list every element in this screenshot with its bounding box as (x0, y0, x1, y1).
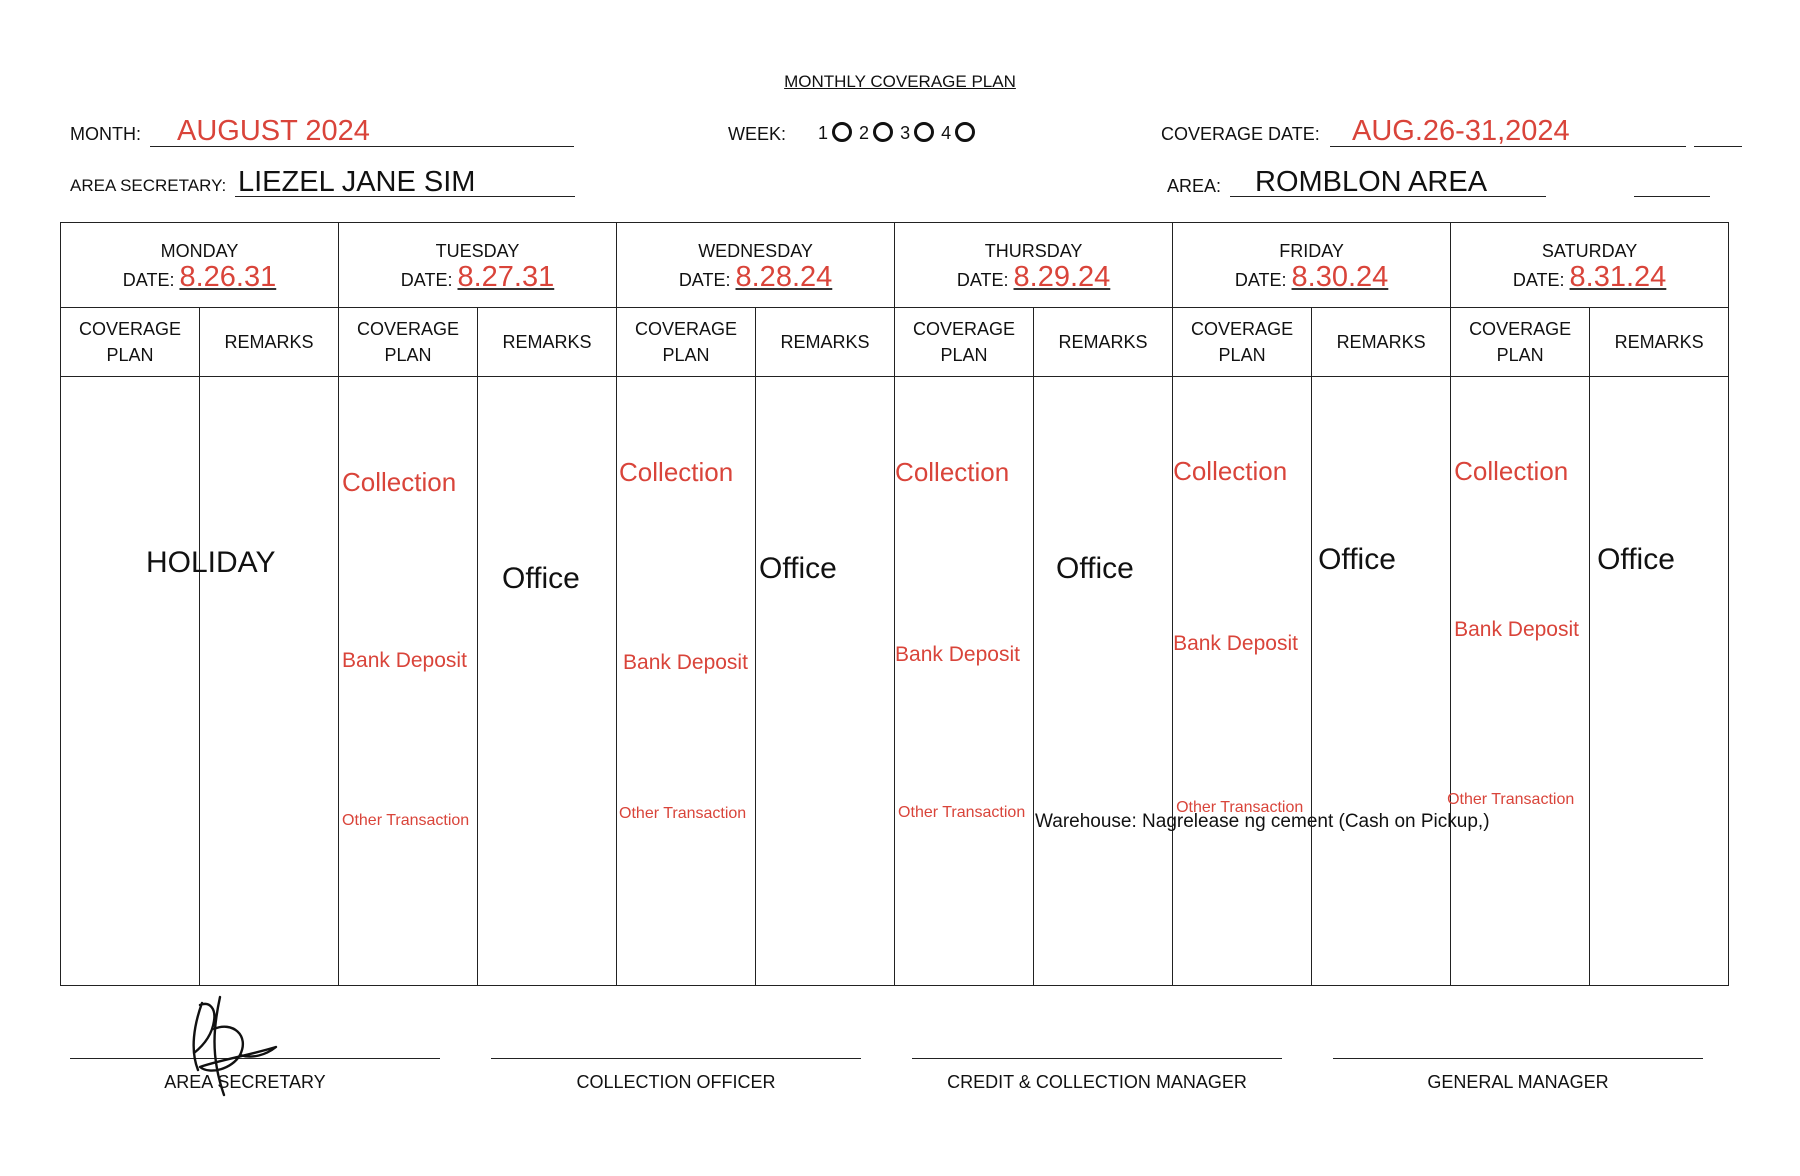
date-label: DATE: (1512, 269, 1565, 290)
remarks-header: REMARKS (478, 308, 617, 377)
tuesday-plan-cell (339, 377, 478, 986)
coverage-plan-header (1173, 308, 1312, 377)
coverage-word: COVERAGE (635, 319, 738, 339)
plan-word: PLAN (106, 345, 154, 365)
general-manager-sign-label: GENERAL MANAGER (1427, 1072, 1609, 1092)
day-header-tuesday (339, 223, 617, 308)
plan-bank-deposit: Bank Deposit (1173, 632, 1298, 655)
plan-word: PLAN (384, 345, 432, 365)
coverage-plan-header (1451, 308, 1590, 377)
collection-officer-sign-line (491, 1058, 861, 1059)
week-option-4-label: 4 (941, 123, 952, 143)
date-label: DATE: (1234, 269, 1287, 290)
week-label: WEEK: (728, 124, 787, 144)
remarks-office: Office (759, 552, 837, 585)
tuesday-remarks-cell (478, 377, 617, 986)
plan-other-transaction: Other Transaction (1176, 799, 1304, 816)
remarks-office: Office (1597, 543, 1675, 576)
monday-remarks-cell (200, 377, 339, 986)
coverage-word: COVERAGE (1469, 319, 1572, 339)
date-value: 8.31.24 (1569, 260, 1667, 293)
coverage-word: COVERAGE (357, 319, 460, 339)
credit-manager-sign-label: CREDIT & COLLECTION MANAGER (947, 1072, 1247, 1092)
plan-word: PLAN (1218, 345, 1266, 365)
plan-other-transaction: Other Transaction (619, 805, 747, 822)
holiday-label: HOLIDAY (146, 546, 276, 579)
date-label: DATE: (400, 269, 453, 290)
coverage-word: COVERAGE (913, 319, 1016, 339)
plan-collection: Collection (895, 457, 1010, 487)
week-option-2-label: 2 (859, 123, 870, 143)
area-secretary-label: AREA SECRETARY: (70, 176, 227, 195)
area-label: AREA: (1167, 176, 1222, 196)
week-options (818, 122, 977, 144)
thursday-plan-cell (895, 377, 1034, 986)
plan-collection: Collection (1454, 456, 1569, 486)
week-option-1-label: 1 (818, 123, 829, 143)
date-value: 8.28.24 (735, 260, 833, 293)
plan-word: PLAN (1496, 345, 1544, 365)
date-label: DATE: (678, 269, 731, 290)
coverage-table (60, 222, 1729, 986)
plan-bank-deposit: Bank Deposit (342, 649, 467, 672)
plan-other-transaction: Other Transaction (1447, 791, 1575, 808)
day-header-monday (61, 223, 339, 308)
month-value: AUGUST 2024 (177, 115, 370, 147)
coverage-word: COVERAGE (1191, 319, 1294, 339)
signature-image (180, 995, 290, 1105)
day-name: THURSDAY (984, 240, 1083, 261)
credit-manager-sign-line (912, 1058, 1282, 1059)
plan-collection: Collection (1173, 456, 1288, 486)
day-header-wednesday (617, 223, 895, 308)
area-secretary-value: LIEZEL JANE SIM (238, 166, 476, 198)
coverage-plan-header (61, 308, 200, 377)
collection-officer-sign-label: COLLECTION OFFICER (576, 1072, 776, 1092)
wednesday-remarks-cell (756, 377, 895, 986)
day-header-friday (1173, 223, 1451, 308)
friday-plan-cell (1173, 377, 1312, 986)
date-value: 8.26.31 (179, 260, 277, 293)
plan-word: PLAN (940, 345, 988, 365)
plan-bank-deposit: Bank Deposit (623, 651, 748, 674)
week-3-radio[interactable] (914, 122, 934, 142)
day-header-thursday (895, 223, 1173, 308)
date-value: 8.30.24 (1291, 260, 1389, 293)
week-4-radio[interactable] (955, 122, 975, 142)
coverage-date-underline-extra (1694, 146, 1742, 147)
week-2-radio[interactable] (873, 122, 893, 142)
coverage-plan-header (895, 308, 1034, 377)
week-1-radio[interactable] (832, 122, 852, 142)
remarks-header: REMARKS (756, 308, 895, 377)
remarks-header: REMARKS (1590, 308, 1729, 377)
remarks-office: Office (1318, 543, 1396, 576)
warehouse-note: Warehouse: Nagrelease ng cement (Cash on Pickup,) (1035, 811, 1490, 832)
saturday-remarks-cell (1590, 377, 1729, 986)
plan-other-transaction: Other Transaction (898, 804, 1026, 821)
remarks-header: REMARKS (200, 308, 339, 377)
date-value: 8.27.31 (457, 260, 555, 293)
remarks-office: Office (502, 562, 580, 595)
plan-other-transaction: Other Transaction (342, 812, 470, 829)
friday-remarks-cell (1312, 377, 1451, 986)
remarks-header: REMARKS (1034, 308, 1173, 377)
day-name: MONDAY (160, 240, 239, 261)
saturday-plan-cell (1447, 377, 1590, 986)
coverage-date-label: COVERAGE DATE: (1161, 124, 1320, 144)
date-label: DATE: (956, 269, 1009, 290)
wednesday-plan-cell (617, 377, 756, 986)
month-label: MONTH: (70, 124, 141, 144)
remarks-header: REMARKS (1312, 308, 1451, 377)
plan-word: PLAN (662, 345, 710, 365)
date-value: 8.29.24 (1013, 260, 1111, 293)
coverage-word: COVERAGE (78, 319, 182, 339)
area-secretary-sign-label: AREA SECRETARY (164, 1072, 326, 1092)
area-underline-extra (1634, 196, 1710, 197)
plan-collection: Collection (619, 457, 734, 487)
day-name: TUESDAY (435, 240, 520, 261)
plan-bank-deposit: Bank Deposit (1454, 618, 1579, 641)
coverage-plan-header (617, 308, 756, 377)
plan-collection: Collection (342, 467, 457, 497)
day-name: SATURDAY (1541, 240, 1638, 261)
day-header-saturday (1451, 223, 1729, 308)
remarks-office: Office (1056, 552, 1134, 585)
form-title: MONTHLY COVERAGE PLAN (784, 72, 1016, 91)
plan-bank-deposit: Bank Deposit (895, 643, 1020, 666)
week-option-3-label: 3 (900, 123, 911, 143)
monday-plan-cell (61, 377, 200, 986)
coverage-date-value: AUG.26-31,2024 (1352, 115, 1570, 147)
coverage-plan-header (339, 308, 478, 377)
general-manager-sign-line (1333, 1058, 1703, 1059)
day-name: FRIDAY (1279, 240, 1344, 261)
date-label: DATE: (122, 269, 175, 290)
area-value: ROMBLON AREA (1255, 166, 1488, 198)
day-name: WEDNESDAY (698, 240, 813, 261)
